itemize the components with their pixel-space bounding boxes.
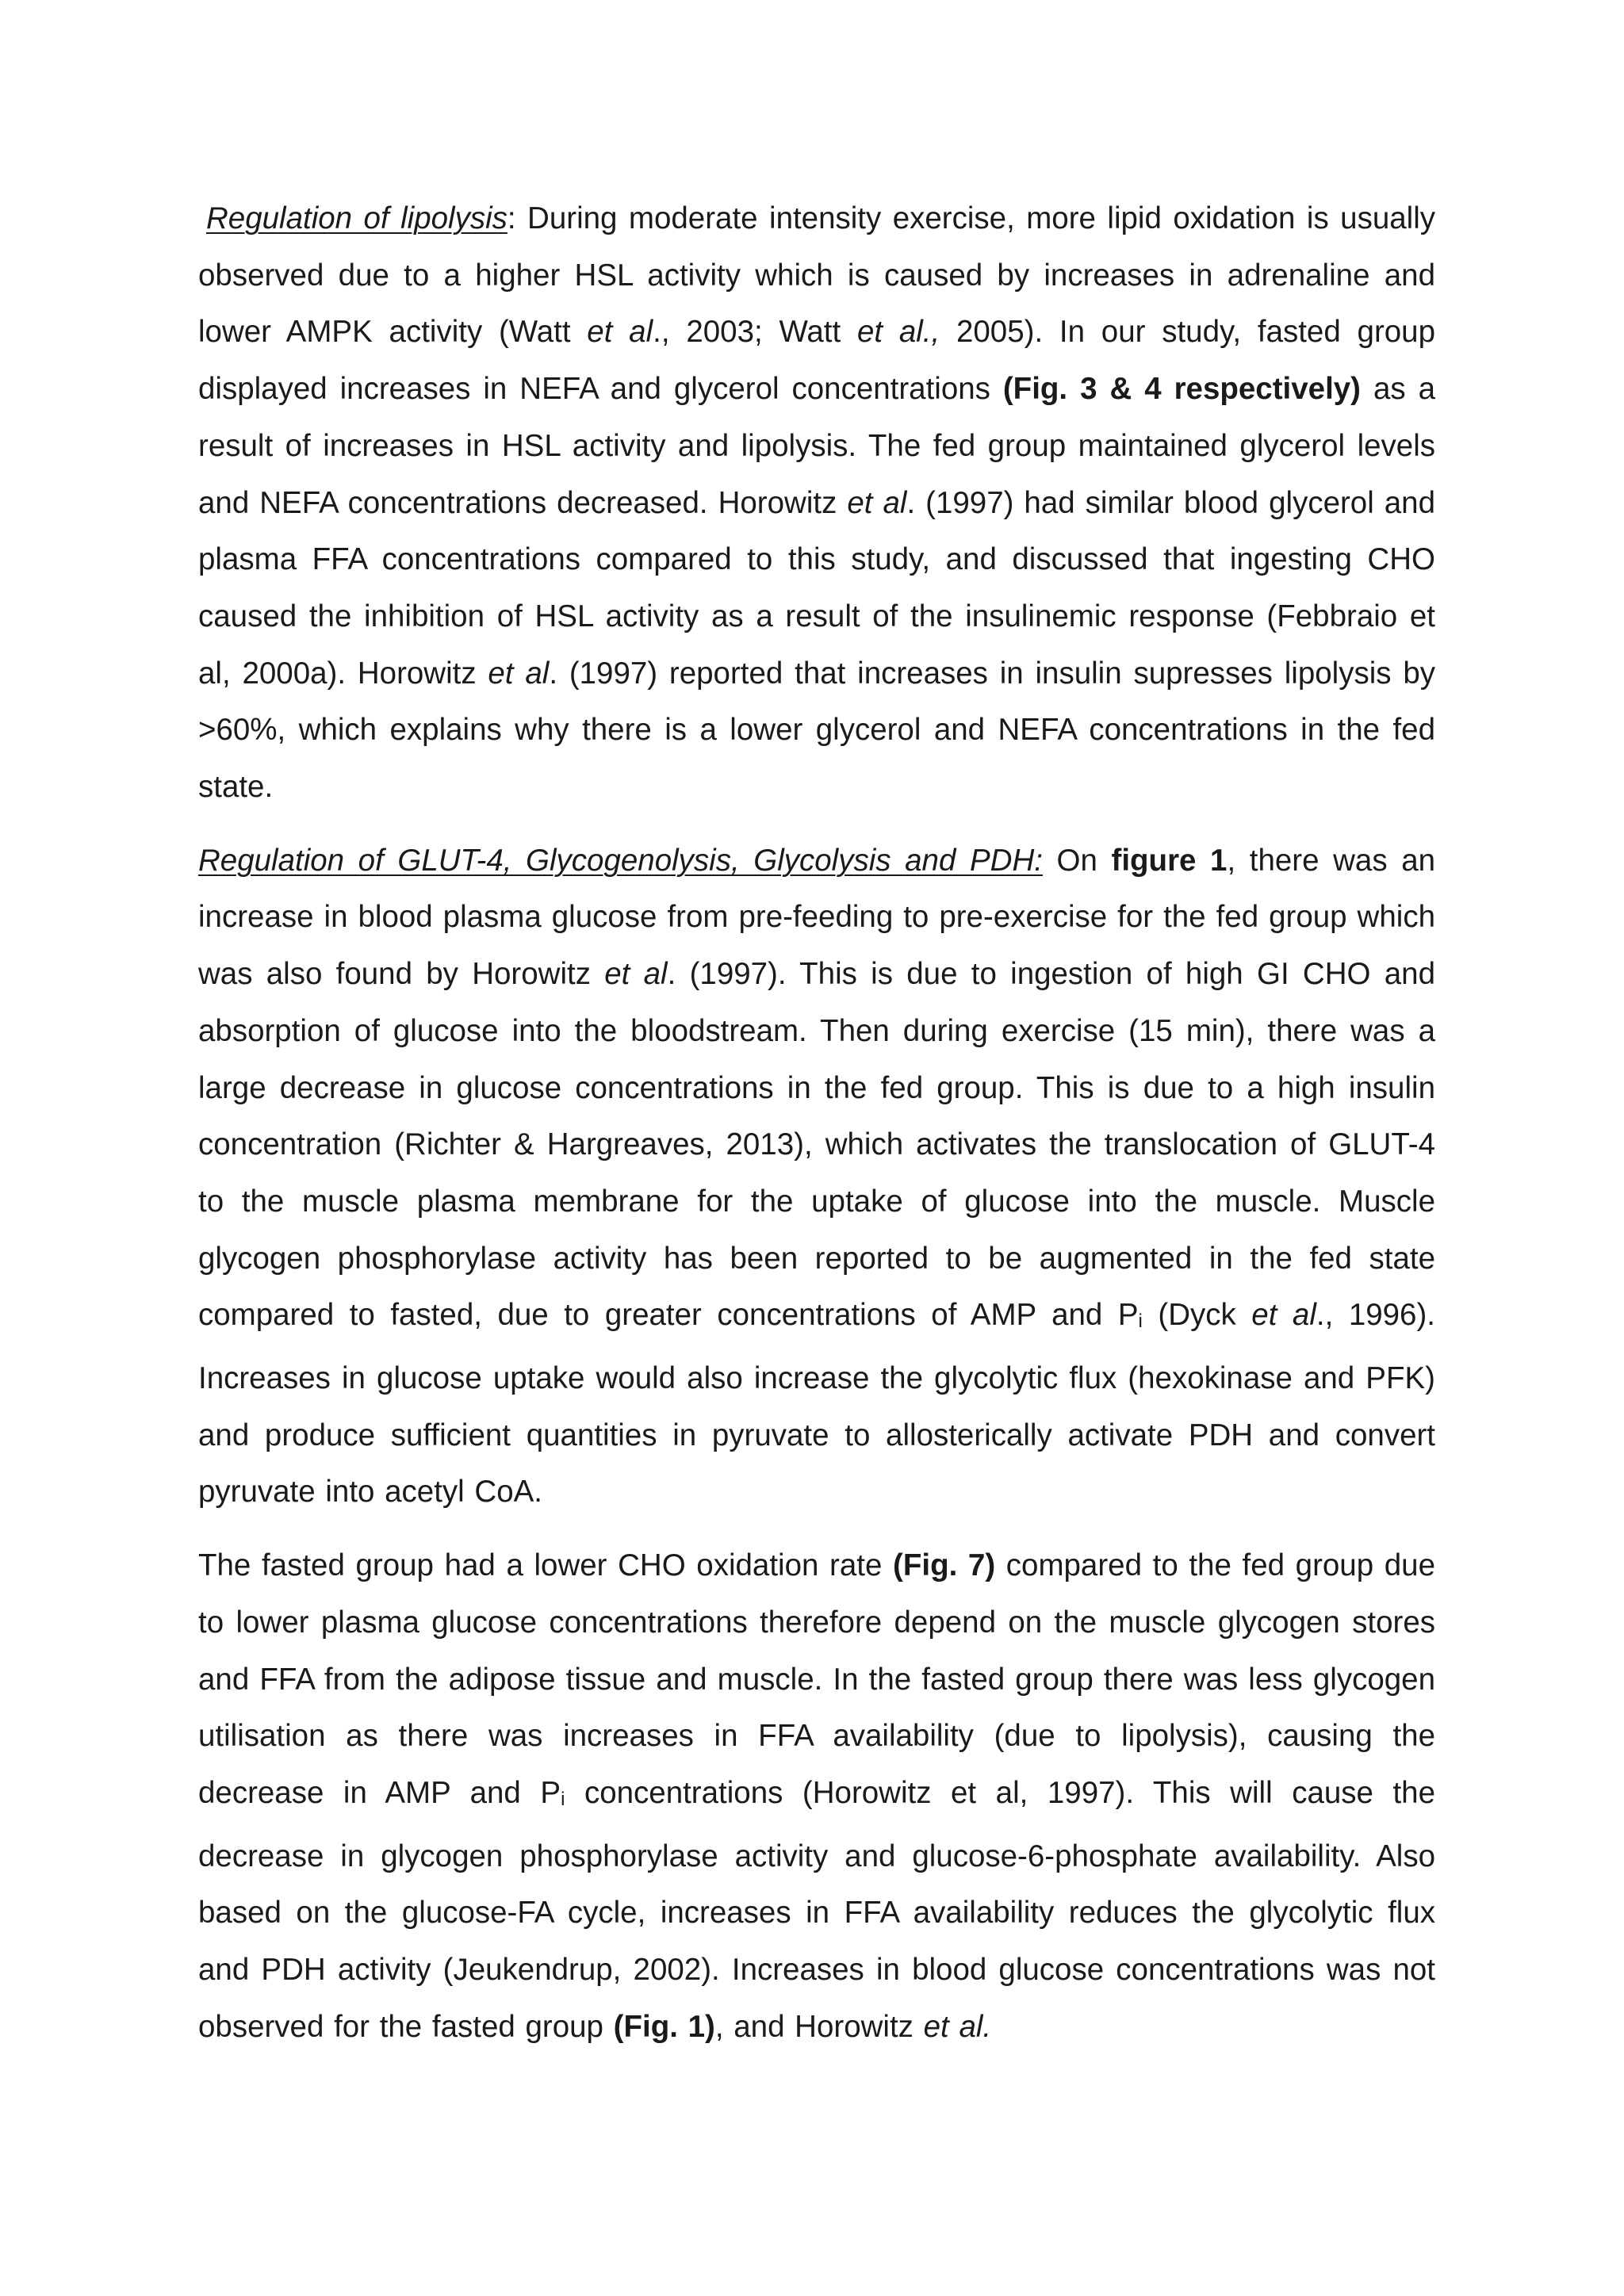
- paragraph-text: . (1997) had similar blood glycerol and plasma FFA concentrations compared to this study, and discussed that ingesting CHO caused the inhibition of HSL activity as a result of the insulinemic response (Febbraio et al, 2000a). Horowitz: [198, 485, 1436, 691]
- paragraph-lipolysis: [198, 190, 1435, 816]
- section-heading-lipolysis: Regulation of lipolysis: [206, 201, 508, 235]
- paragraph-text: On: [1042, 843, 1112, 878]
- figure-reference: figure 1: [1111, 843, 1228, 878]
- italic-et-al: et al: [1251, 1298, 1316, 1333]
- document-page: [198, 190, 1435, 2056]
- paragraph-text: . (1997). This is due to ingestion of high GI CHO and absorption of glucose into the bloodstream. Then during exercise (15 min), there was a large decrease in glucose concentrations in the fed group. This is due to a high insulin concentration (Richter & Hargreaves, 2013), which activates the translocation of GLUT-4 to the muscle plasma membrane for the uptake of glucose into the muscle. Muscle glycogen phosphorylase activity has been reported to be augmented in the fed state compared to fasted, due to greater concentrations of AMP and P: [198, 957, 1435, 1333]
- italic-et-al: et al: [604, 957, 668, 992]
- section-heading-glut4: Regulation of GLUT-4, Glycogenolysis, Glycolysis and PDH:: [198, 843, 1043, 878]
- italic-et-al: et al: [847, 485, 907, 520]
- paragraph-text: as a result of increases in HSL activity and lipolysis. The fed group maintained glycerol levels and NEFA concentrations decreased. Horowitz: [198, 372, 1435, 520]
- italic-et-al: et al.,: [856, 315, 940, 350]
- paragraph-text: ., 2003; Watt: [653, 315, 857, 350]
- paragraph-text: , there was an increase in blood plasma glucose from pre-feeding to pre-exercise for the fed group which was also found by Horowitz: [198, 843, 1436, 992]
- figure-reference: (Fig. 1): [613, 2009, 715, 2044]
- figure-reference: (Fig. 7): [893, 1548, 996, 1583]
- subscript-i: i: [1138, 1311, 1143, 1333]
- paragraph-text: 2005). In our study, fasted group displayed increases in NEFA and glycerol concentrations: [198, 315, 1435, 407]
- italic-et-al: et al: [587, 315, 653, 350]
- paragraph-glut4: [198, 832, 1435, 1521]
- paragraph-text: , and Horowitz: [714, 2009, 924, 2044]
- paragraph-text: . (1997) reported that increases in insulin supresses lipolysis by >60%, which explains why there is a lower glycerol and NEFA concentrations in the fed state.: [198, 656, 1435, 805]
- paragraph-text: concentrations (Horowitz et al, 1997). This will cause the decrease in glycogen phosphorylase activity and glucose-6-phosphate availability. Also based on the glucose-FA cycle, increases in FFA availability reduces the glycolytic flux and PDH activity (Jeukendrup, 2002). Increases in blood glucose concentrations was not observed for the fasted group: [198, 1775, 1435, 2044]
- figure-reference: (Fig. 3 & 4 respectively): [1002, 372, 1361, 407]
- paragraph-text: (Dyck: [1142, 1298, 1252, 1333]
- paragraph-text: The fasted group had a lower CHO oxidation rate: [198, 1548, 894, 1583]
- paragraph-text: ., 1996). Increases in glucose uptake would also increase the glycolytic flux (hexokinase and PFK) and produce sufficient quantities in pyruvate to allosterically activate PDH and convert pyruvate into acetyl CoA.: [198, 1298, 1435, 1510]
- italic-et-al: et al: [488, 656, 550, 691]
- subscript-i: i: [561, 1788, 565, 1810]
- paragraph-text: compared to the fed group due to lower plasma glucose concentrations therefore depend on the muscle glycogen stores and FFA from the adipose tissue and muscle. In the fasted group there was less glycogen utilisation as there was increases in FFA availability (due to lipolysis), causing the decrease in AMP and P: [198, 1548, 1435, 1810]
- italic-et-al: et al.: [923, 2009, 992, 2044]
- paragraph-fasted-group: [198, 1537, 1435, 2055]
- paragraph-text: : During moderate intensity exercise, more lipid oxidation is usually observed due to a higher HSL activity which is caused by increases in adrenaline and lower AMPK activity (Watt: [198, 201, 1435, 350]
